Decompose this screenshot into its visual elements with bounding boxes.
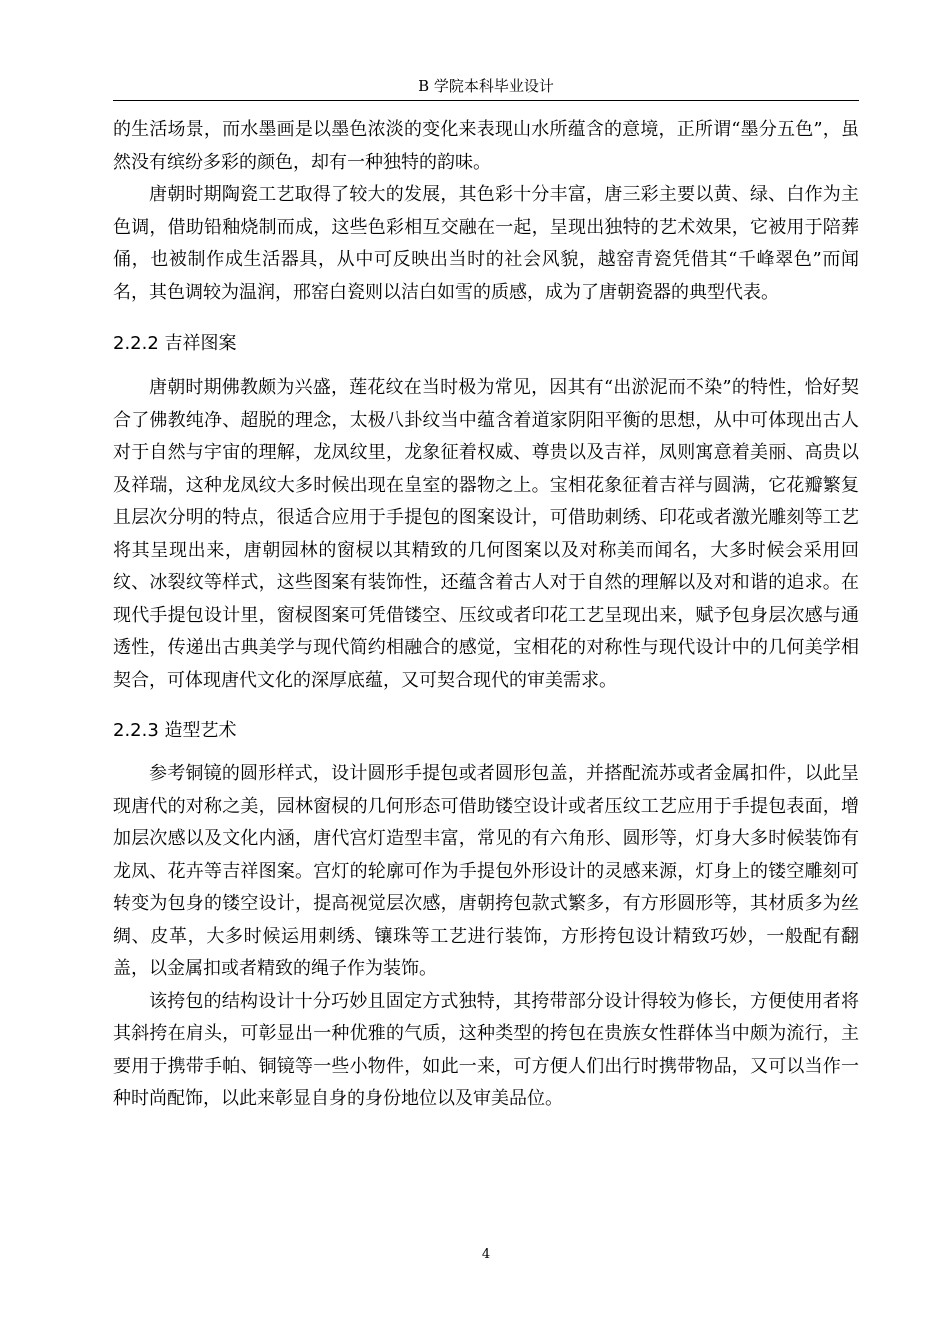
page-header: B 学院本科毕业设计 [418,77,554,95]
section-heading-2-2-2: 2.2.2 吉祥图案 [113,333,237,354]
section-heading-2-2-3: 2.2.3 造型艺术 [113,720,237,741]
paragraph-shape-art: 参考铜镜的圆形样式，设计圆形手提包或者圆形包盖，并搭配流苏或者金属扣件，以此呈现唐代的对称之美，园林窗棂的几何形态可借助镂空设计或者压纹工艺应用于手提包表面，增加层次感以及文化内涵，唐代宫灯造型丰富，常见的有六角形、圆形等，灯身大多时候装饰有龙凤、花卉等吉祥图案。宫灯的轮廓可作为手提包外形设计的灵感来源，灯身上的镂空雕刻可转变为包身的镂空设计，提高视觉层次感，唐朝挎包款式繁多，有方形圆形等，其材质多为丝绸、皮革，大多时候运用刺绣、镶珠等工艺进行装饰，方形挎包设计精致巧妙，一般配有翻盖，以金属扣或者精致的绳子作为装饰。 [113,763,859,979]
paragraph-auspicious-patterns: 唐朝时期佛教颇为兴盛，莲花纹在当时极为常见，因其有“出淤泥而不染”的特性，恰好契合了佛教纯净、超脱的理念，太极八卦纹当中蕴含着道家阴阳平衡的思想，从中可体现出古人对于自然与宇宙的理解，龙凤纹里，龙象征着权威、尊贵以及吉祥，凤则寓意着美丽、高贵以及祥瑞，这种龙凤纹大多时候出现在皇室的器物之上。宝相花象征着吉祥与圆满，它花瓣繁复且层次分明的特点，很适合应用于手提包的图案设计，可借助刺绣、印花或者激光雕刻等工艺将其呈现出来，唐朝园林的窗棂以其精致的几何图案以及对称美而闻名，大多时候会采用回纹、冰裂纹等样式，这些图案有装饰性，还蕴含着古人对于自然的理解以及对和谐的追求。在现代手提包设计里，窗棂图案可凭借镂空、压纹或者印花工艺呈现出来，赋予包身层次感与通透性，传递出古典美学与现代简约相融合的感觉，宝相花的对称性与现代设计中的几何美学相契合，可体现唐代文化的深厚底蕴，又可契合现代的审美需求。 [113,377,859,691]
paragraph-continued: 的生活场景，而水墨画是以墨色浓淡的变化来表现山水所蕴含的意境，正所谓“墨分五色”，虽然没有缤纷多彩的颜色，却有一种独特的韵味。 [113,119,859,173]
paragraph-ceramics: 唐朝时期陶瓷工艺取得了较大的发展，其色彩十分丰富，唐三彩主要以黄、绿、白作为主色调，借助铅釉烧制而成，这些色彩相互交融在一起，呈现出独特的艺术效果，它被用于陪葬俑，也被制作成生活器具，从中可反映出当时的社会风貌，越窑青瓷凭借其“千峰翠色”而闻名，其色调较为温润，邢窑白瓷则以洁白如雪的质感，成为了唐朝瓷器的典型代表。 [113,184,859,303]
document-body [113,114,859,1116]
paragraph-crossbody-bag: 该挎包的结构设计十分巧妙且固定方式独特，其挎带部分设计得较为修长，方便使用者将其斜挎在肩头，可彰显出一种优雅的气质，这种类型的挎包在贵族女性群体当中颇为流行，主要用于携带手帕、铜镜等一些小物件，如此一来，可方便人们出行时携带物品，又可以当作一种时尚配饰，以此来彰显自身的身份地位以及审美品位。 [113,990,859,1109]
header-divider [113,100,859,101]
page-number: 4 [481,1247,491,1262]
